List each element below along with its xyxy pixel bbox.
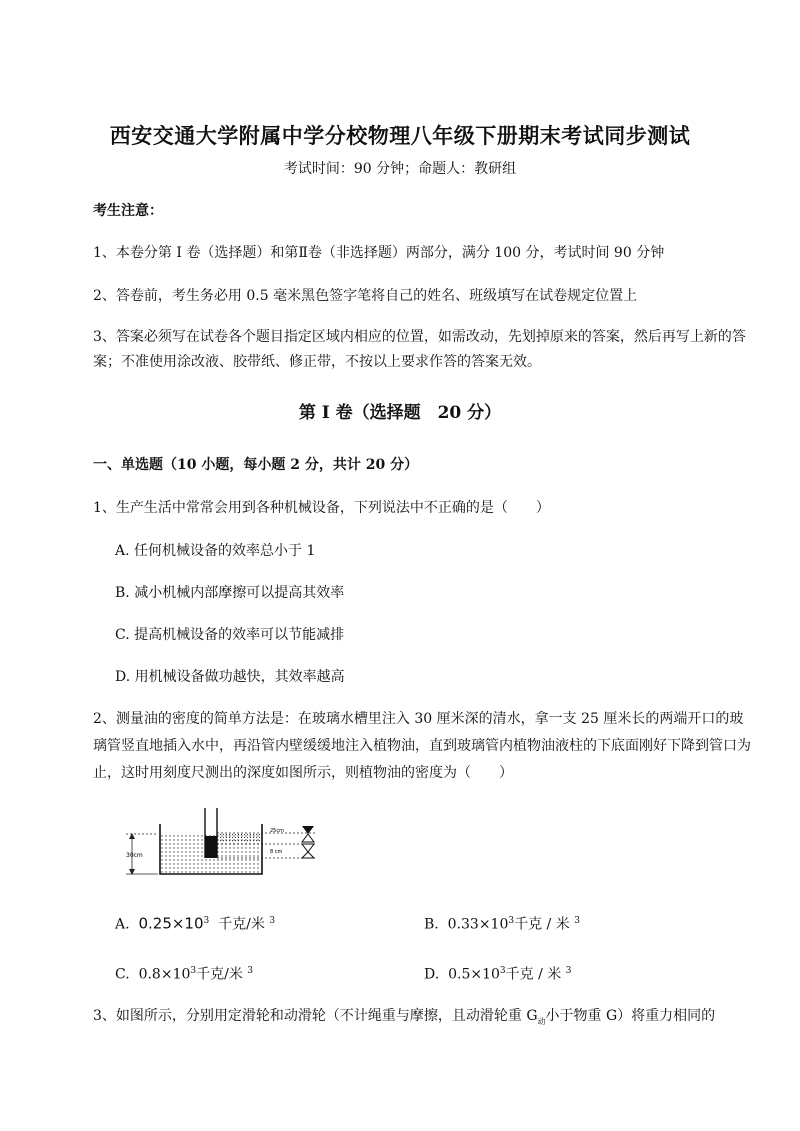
exam-info: 考试时间：90 分钟；命题人：教研组 [283, 161, 517, 177]
question-3-stem: 3、如图所示，分别用定滑轮和动滑轮（不计绳重与摩擦，且动滑轮重 $G_动$小于物重 G）将重力相同的 [93, 1008, 716, 1026]
arrow-head [302, 852, 314, 858]
notice-item-1: 1、本卷分第 I 卷（选择题）和第Ⅱ卷（非选择题）两部分，满分 100 分，考试时间 90 分钟 [93, 245, 665, 261]
notice-item-2: 2、答卷前，考生务必用 0.5 毫米黑色签字笔将自己的姓名、班级填写在试卷规定位置上 [93, 288, 638, 304]
question-1-stem: 1、生产生活中常常会用到各种机械设备，下列说法中不正确的是（ ） [93, 500, 550, 516]
part-title: 一、单选题（10 小题，每小题 2 分，共计 20 分） [93, 457, 419, 473]
arrow-head [302, 844, 314, 852]
oil-column [205, 836, 217, 858]
question-1-option-d[interactable]: D. 用机械设备做功越快，其效率越高 [115, 669, 345, 685]
question-2-stem: 2、测量油的密度的简单方法是：在玻璃水槽里注入 30 厘米深的清水，拿一支 25 厘米长的两端开口的玻璃管竖直地插入水中，再沿管内壁缓缓地注入植物油，直到玻璃管内植物油液柱的下底面刚好下降到管口为止，这时用刻度尺测出的深度如图所示，则植物油的密度为（ ） [93, 711, 751, 781]
notice-heading: 考生注意： [93, 203, 163, 219]
tank-diagram [120, 806, 330, 882]
question-1-option-b[interactable]: B. 减小机械内部摩擦可以提高其效率 [115, 585, 345, 601]
depth-label-left: 30cm [126, 852, 143, 859]
question-2-option-b[interactable]: B. $0.33\times 10^3$千克 / 米 $^3$ [424, 916, 580, 933]
question-2-option-a[interactable]: A. $0.25\times 10^3$ 千克/米 $^3$ [115, 914, 276, 933]
section-title: 第 I 卷（选择题 20 分） [298, 403, 502, 423]
arrow-head [302, 826, 314, 834]
page-title: 西安交通大学附属中学分校物理八年级下册期末考试同步测试 [109, 123, 691, 148]
question-1-option-a[interactable]: A. 任何机械设备的效率总小于 1 [115, 543, 316, 559]
depth-label-right: 8 cm [270, 849, 283, 855]
question-2-option-d[interactable]: D. $0.5\times 10^3$千克 / 米 $^3$ [424, 966, 572, 983]
water-surface [217, 833, 262, 843]
question-2-option-c[interactable]: C. $0.8\times 10^3$千克/米 $^3$ [115, 966, 254, 983]
length-label-top: 25cm [270, 828, 284, 834]
notice-item-3: 3、答案必须写在试卷各个题目指定区域内相应的位置，如需改动，先划掉原来的答案，然后再写上新的答案；不准使用涂改液、胶带纸、修正带，不按以上要求作答的答案无效。 [93, 329, 746, 370]
question-1-option-c[interactable]: C. 提高机械设备的效率可以节能减排 [115, 627, 345, 643]
arrow-head [302, 834, 314, 842]
